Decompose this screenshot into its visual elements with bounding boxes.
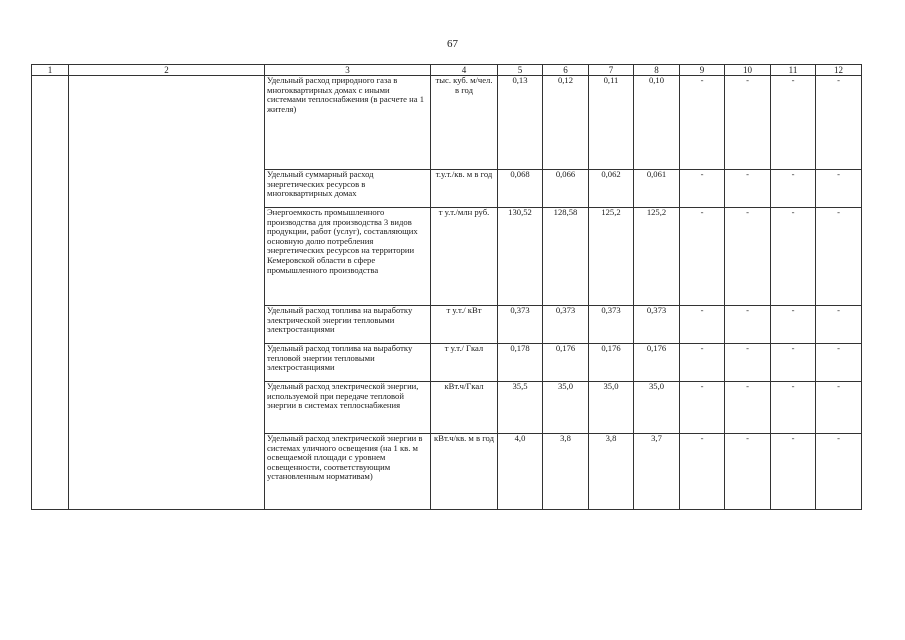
value-cell: 0,373 <box>543 306 589 344</box>
empty-cell-col1 <box>32 76 69 510</box>
value-cell: 0,178 <box>498 344 543 382</box>
column-header: 3 <box>265 65 431 76</box>
value-cell: 0,176 <box>634 344 680 382</box>
value-cell: 128,58 <box>543 208 589 306</box>
dash-cell: - <box>771 434 816 510</box>
value-cell: 0,13 <box>498 76 543 170</box>
value-cell: 0,176 <box>543 344 589 382</box>
dash-cell: - <box>816 170 862 208</box>
column-header: 10 <box>725 65 771 76</box>
value-cell: 0,373 <box>498 306 543 344</box>
dash-cell: - <box>680 382 725 434</box>
indicator-name: Удельный расход природного газа в многоквартирных домах с иными системами теплоснабжения (в расчете на 1 жителя) <box>265 76 431 170</box>
column-header: 2 <box>69 65 265 76</box>
page-number: 67 <box>447 38 458 50</box>
dash-cell: - <box>680 170 725 208</box>
unit-cell: т у.т./млн руб. <box>431 208 498 306</box>
value-cell: 0,373 <box>634 306 680 344</box>
dash-cell: - <box>816 382 862 434</box>
value-cell: 3,8 <box>589 434 634 510</box>
unit-cell: т у.т./ кВт <box>431 306 498 344</box>
value-cell: 0,176 <box>589 344 634 382</box>
value-cell: 130,52 <box>498 208 543 306</box>
unit-cell: т.у.т./кв. м в год <box>431 170 498 208</box>
dash-cell: - <box>816 76 862 170</box>
dash-cell: - <box>680 76 725 170</box>
value-cell: 35,0 <box>589 382 634 434</box>
column-header: 6 <box>543 65 589 76</box>
dash-cell: - <box>816 434 862 510</box>
dash-cell: - <box>771 170 816 208</box>
value-cell: 0,061 <box>634 170 680 208</box>
value-cell: 0,12 <box>543 76 589 170</box>
value-cell: 125,2 <box>634 208 680 306</box>
value-cell: 35,0 <box>543 382 589 434</box>
value-cell: 0,10 <box>634 76 680 170</box>
dash-cell: - <box>725 382 771 434</box>
column-header: 8 <box>634 65 680 76</box>
dash-cell: - <box>771 306 816 344</box>
dash-cell: - <box>725 344 771 382</box>
indicator-name: Удельный суммарный расход энергетических ресурсов в многоквартирных домах <box>265 170 431 208</box>
dash-cell: - <box>725 76 771 170</box>
dash-cell: - <box>771 382 816 434</box>
unit-cell: кВт.ч/кв. м в год <box>431 434 498 510</box>
dash-cell: - <box>771 208 816 306</box>
value-cell: 35,5 <box>498 382 543 434</box>
column-header: 5 <box>498 65 543 76</box>
column-header: 1 <box>32 65 69 76</box>
indicator-name: Удельный расход электрической энергии в системах уличного освещения (на 1 кв. м освещаемой площади с уровнем освещенности, соответствующим установленным нормативам) <box>265 434 431 510</box>
value-cell: 0,062 <box>589 170 634 208</box>
value-cell: 0,066 <box>543 170 589 208</box>
indicator-name: Удельный расход электрической энергии, используемой при передаче тепловой энергии в системах теплоснабжения <box>265 382 431 434</box>
dash-cell: - <box>816 208 862 306</box>
table-row <box>32 76 862 170</box>
empty-cell-col2 <box>69 76 265 510</box>
dash-cell: - <box>725 306 771 344</box>
indicator-name: Удельный расход топлива на выработку тепловой энергии тепловыми электростанциями <box>265 344 431 382</box>
dash-cell: - <box>680 306 725 344</box>
unit-cell: кВт.ч/Гкал <box>431 382 498 434</box>
value-cell: 0,068 <box>498 170 543 208</box>
indicator-name: Энергоемкость промышленного производства для производства 3 видов продукции, работ (услуг), составляющих основную долю потребления энергетических ресурсов на территории Кемеровской области в сфере промышленного производства <box>265 208 431 306</box>
data-table <box>31 64 862 510</box>
column-header: 12 <box>816 65 862 76</box>
value-cell: 0,373 <box>589 306 634 344</box>
dash-cell: - <box>680 208 725 306</box>
dash-cell: - <box>680 344 725 382</box>
value-cell: 35,0 <box>634 382 680 434</box>
dash-cell: - <box>725 434 771 510</box>
dash-cell: - <box>771 76 816 170</box>
column-header: 9 <box>680 65 725 76</box>
column-header: 4 <box>431 65 498 76</box>
header-row <box>32 65 862 76</box>
value-cell: 0,11 <box>589 76 634 170</box>
dash-cell: - <box>816 344 862 382</box>
column-header: 11 <box>771 65 816 76</box>
dash-cell: - <box>725 170 771 208</box>
indicator-name: Удельный расход топлива на выработку электрической энергии тепловыми электростанциями <box>265 306 431 344</box>
value-cell: 125,2 <box>589 208 634 306</box>
dash-cell: - <box>816 306 862 344</box>
unit-cell: тыс. куб. м/чел. в год <box>431 76 498 170</box>
column-header: 7 <box>589 65 634 76</box>
dash-cell: - <box>771 344 816 382</box>
value-cell: 3,8 <box>543 434 589 510</box>
unit-cell: т у.т./ Гкал <box>431 344 498 382</box>
value-cell: 3,7 <box>634 434 680 510</box>
dash-cell: - <box>680 434 725 510</box>
dash-cell: - <box>725 208 771 306</box>
value-cell: 4,0 <box>498 434 543 510</box>
